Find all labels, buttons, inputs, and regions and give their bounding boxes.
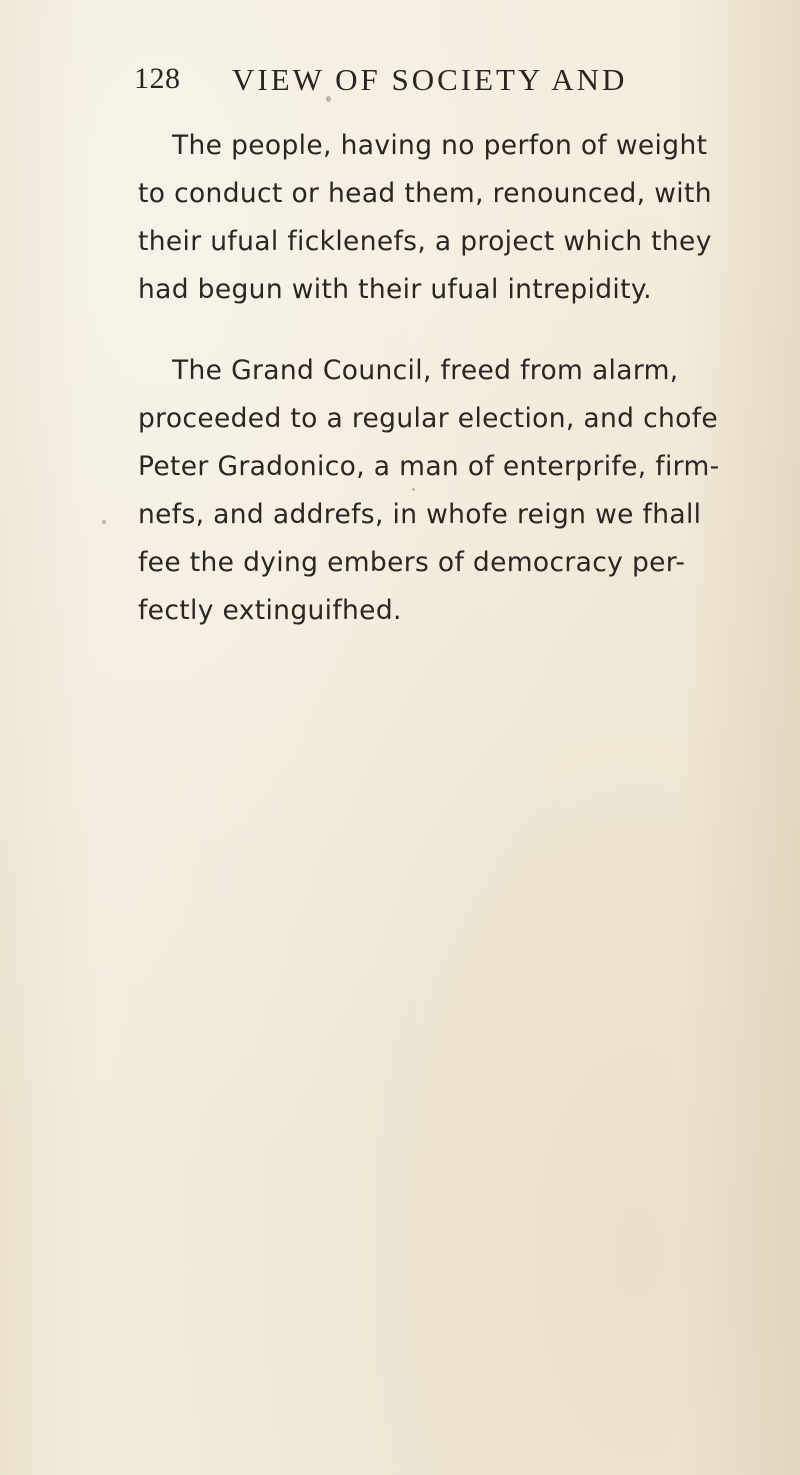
text-line: fee the dying embers of democracy per- [138,547,686,578]
running-head [134,62,734,102]
text-line: The Grand Council, freed from alarm, [172,355,679,386]
paragraph-1 [138,122,800,314]
running-title: VIEW OF SOCIETY AND [232,62,628,97]
body-text [138,122,800,635]
text-line: nefs, and addrefs, in whofe reign we fhall [138,499,702,530]
text-line: Peter Gradonico, a man of enterprife, firm- [138,451,720,482]
text-line: had begun with their ufual intrepidity. [138,274,652,305]
paragraph-2 [138,347,800,635]
page-number: 128 [134,62,181,95]
text-line: proceeded to a regular election, and chofe [138,403,719,434]
ink-speck [102,520,106,524]
text-line: The people, having no perfon of weight [172,130,708,161]
text-line: to conduct or head them, renounced, with [138,178,712,209]
text-line: their ufual ficklenefs, a project which they [138,226,712,257]
text-line: fectly extinguifhed. [138,595,402,626]
